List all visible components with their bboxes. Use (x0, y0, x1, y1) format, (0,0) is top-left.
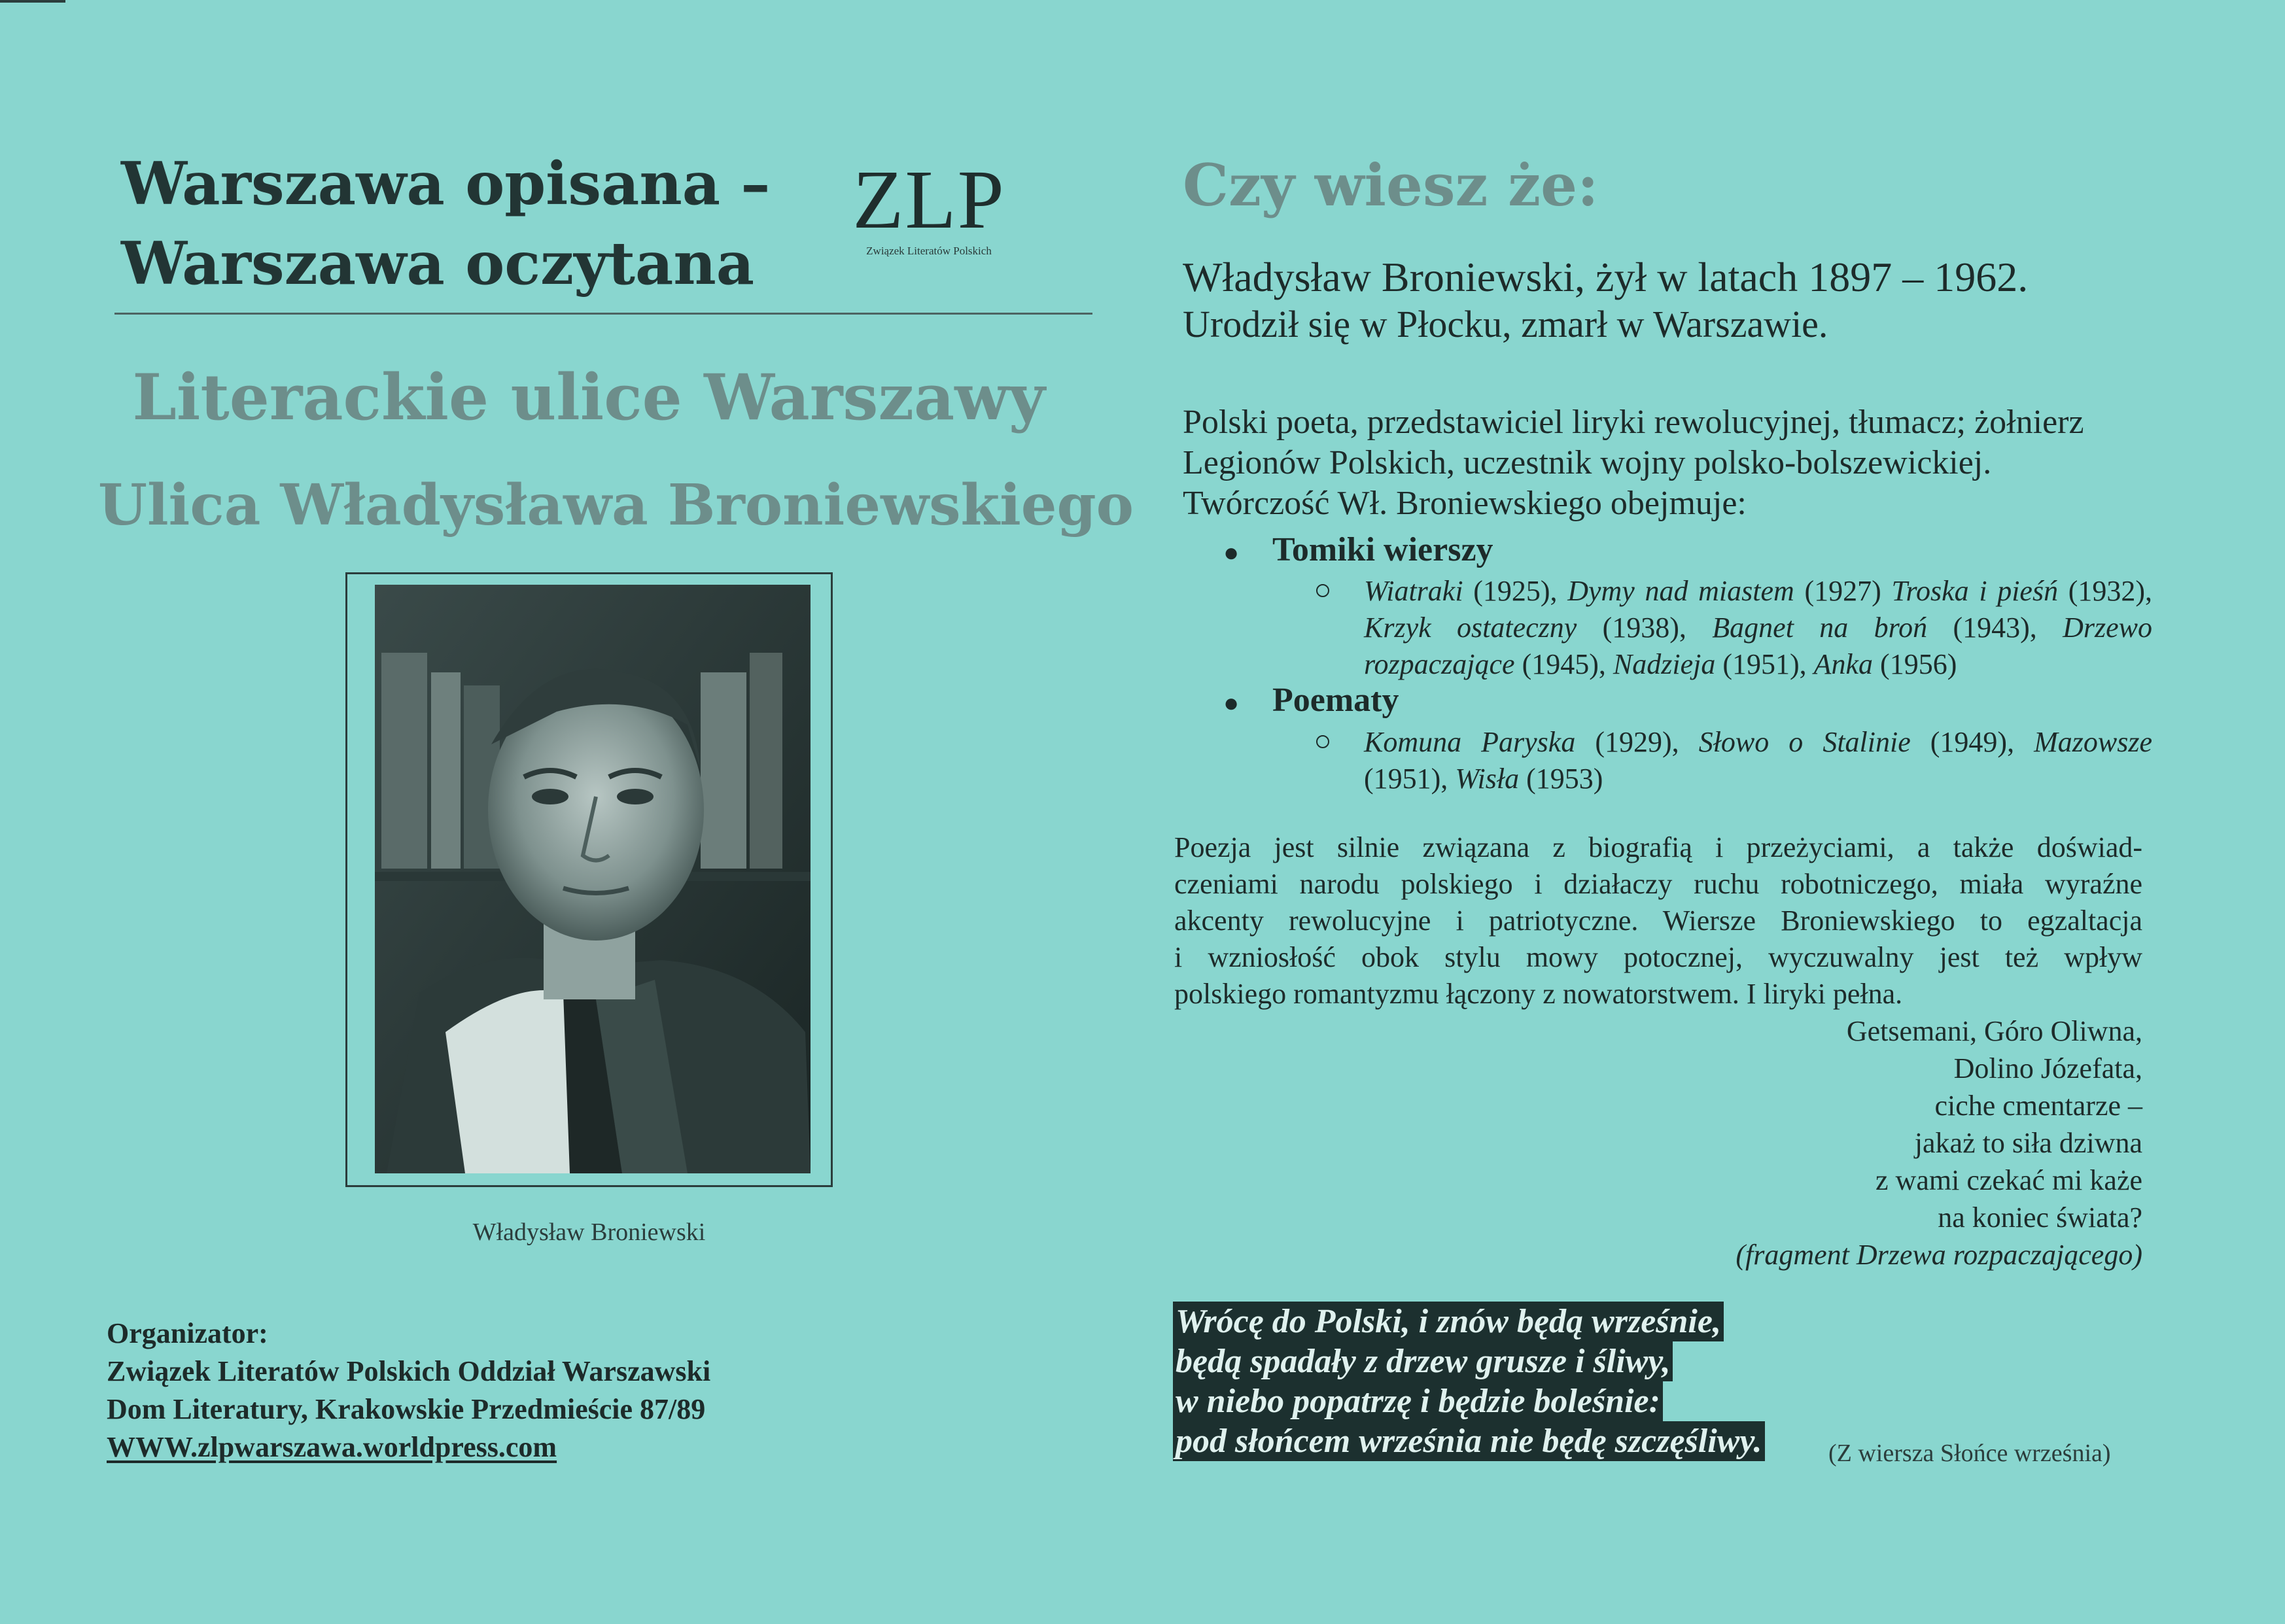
bio-block (1183, 254, 2229, 348)
main-title-line2: Warszawa oczytana (121, 229, 755, 298)
desc-line3: Twórczość Wł. Broniewskiego obejmuje: (1183, 485, 1747, 522)
facts-heading: Czy wiesz że: (1183, 151, 1599, 219)
photo-caption: Władysław Broniewski (472, 1218, 706, 1246)
description-block (1183, 402, 2229, 524)
work-year: (1953) (1526, 763, 1603, 795)
logo-text: Związek Literatów Polskich (866, 245, 992, 257)
poetry-line: polskiego romantyzmu łączony z nowatorstwem. I liryki pełna. (1174, 978, 1903, 1010)
verse-line: Dolino Józefata, (1953, 1052, 2142, 1084)
work-title: Anka (1813, 648, 1874, 680)
organizer-label: Organizator: (107, 1317, 268, 1349)
work-year: (1925), (1473, 575, 1558, 607)
title-divider (114, 313, 1092, 315)
bullet-icon: ● (1223, 688, 1240, 718)
works-list (1364, 724, 2152, 797)
work-title: Krzyk ostateczny (1364, 612, 1577, 644)
poetry-line: czeniami narodu polskiego i działaczy ruchu robotniczego, miała wyraźne (1174, 868, 2142, 900)
zlp-logo (824, 153, 1034, 288)
bullet-icon: ● (1223, 538, 1240, 568)
work-title: Drzewo rozpaczające (1364, 612, 2152, 680)
work-title: Słowo o Stalinie (1698, 726, 1911, 758)
portrait-photo-image (347, 574, 831, 1185)
organizer-block (107, 1315, 957, 1466)
poetry-line: Poezja jest silnie związana z biografią i przeżyciami, a także doświad- (1174, 831, 2142, 863)
work-title: Dymy nad miastem (1567, 575, 1794, 607)
verse-line: na koniec świata? (1938, 1201, 2142, 1234)
highlight-quote (1173, 1302, 1765, 1461)
circle-bullet-icon (1316, 584, 1329, 597)
poetry-paragraph (1174, 829, 2142, 1012)
bio-line1: Władysław Broniewski, żył w latach 1897 – 1962. (1183, 254, 2029, 300)
poetry-line: akcenty rewolucyjne i patriotyczne. Wiersze Broniewskiego to egzaltacja (1174, 905, 2142, 937)
main-title (121, 144, 788, 303)
section-subtitle: Ulica Władysława Broniewskiego (98, 472, 1134, 538)
list-item (1223, 530, 1493, 573)
quote-line: pod słońcem września nie będę szczęśliwy. (1173, 1421, 1765, 1461)
work-year: (1938), (1602, 612, 1686, 644)
main-title-line1: Warszawa opisana – (121, 149, 771, 218)
work-title: Wisła (1455, 763, 1520, 795)
quote-line: w niebo popatrzę i będzie boleśnie: (1173, 1381, 1663, 1421)
desc-line2: Legionów Polskich, uczestnik wojny polsko-bolszewickiej. (1183, 444, 1992, 481)
work-title: Troska i pieśń (1891, 575, 2059, 607)
corner-mark (0, 0, 65, 3)
quote-source: (Z wiersza Słońce września) (1828, 1440, 2111, 1467)
work-year: (1927) (1804, 575, 1881, 607)
verse-line: z wami czekać mi każe (1875, 1164, 2142, 1196)
quote-line: będą spadały z drzew grusze i śliwy, (1173, 1341, 1673, 1381)
work-year: (1943), (1953, 612, 2037, 644)
work-title: Wiatraki (1364, 575, 1463, 607)
work-year: (1951), (1722, 648, 1807, 680)
list-item-label: Poematy (1272, 682, 1399, 719)
work-year: (1951), (1364, 763, 1448, 795)
verse-line: Getsemani, Góro Oliwna, (1846, 1015, 2142, 1047)
organizer-link[interactable]: WWW.zlpwarszawa.worldpress.com (107, 1431, 557, 1463)
verse-line: jakaż to siła dziwna (1914, 1127, 2142, 1159)
poetry-line: i wzniosłość obok stylu mowy potocznej, wyczuwalny jest też wpływ (1174, 941, 2142, 973)
bio-line2: Urodził się w Płocku, zmarł w Warszawie. (1183, 303, 1828, 345)
work-title: Bagnet na broń (1712, 612, 1928, 644)
work-title: Nadzieja (1613, 648, 1716, 680)
verse-line: ciche cmentarze – (1934, 1090, 2142, 1122)
work-title: Mazowsze (2034, 726, 2153, 758)
verse-source: (fragment Drzewa rozpaczającego) (1736, 1239, 2142, 1271)
section-title: Literackie ulice Warszawy (132, 360, 1045, 434)
portrait-photo (345, 572, 833, 1187)
verse-fragment (1505, 1012, 2142, 1273)
organizer-line2: Dom Literatury, Krakowskie Przedmieście 87/89 (107, 1393, 706, 1425)
work-year: (1929), (1595, 726, 1679, 758)
work-year: (1949), (1930, 726, 2015, 758)
logo-mark: ZLP (852, 153, 1005, 246)
work-year: (1956) (1880, 648, 1957, 680)
works-list (1364, 573, 2152, 683)
circle-bullet-icon (1316, 735, 1329, 748)
quote-line: Wrócę do Polski, i znów będą wrześnie, (1173, 1302, 1724, 1341)
desc-line1: Polski poeta, przedstawiciel liryki rewolucyjnej, tłumacz; żołnierz (1183, 404, 2084, 441)
work-year: (1932), (2068, 575, 2153, 607)
work-title: Komuna Paryska (1364, 726, 1576, 758)
organizer-line1: Związek Literatów Polskich Oddział Warszawski (107, 1355, 711, 1387)
list-item-label: Tomiki wierszy (1272, 531, 1493, 568)
list-item (1223, 680, 1399, 723)
work-year: (1945), (1522, 648, 1606, 680)
